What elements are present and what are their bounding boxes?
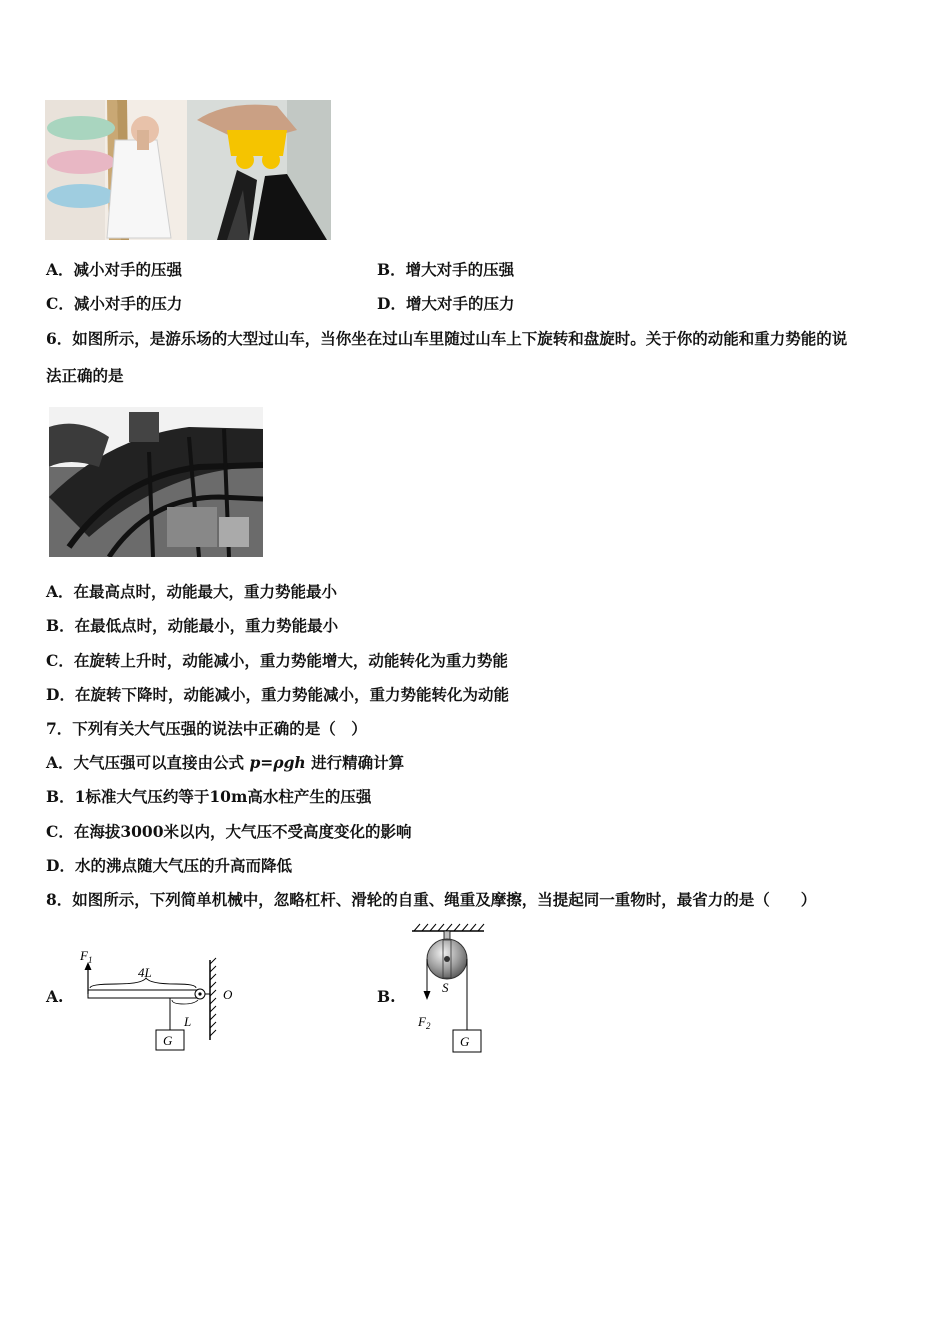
roller-coaster-photo — [49, 407, 263, 557]
q7-stem: 7．下列有关大气压强的说法中正确的是（ ） — [46, 719, 367, 738]
q5-option-d: D．增大对手的压力 — [377, 294, 515, 313]
q8-option-b-label: B. — [377, 987, 396, 1006]
pulley-force-label: $F_2$ — [418, 1014, 431, 1031]
q7-option-a — [46, 753, 404, 773]
q6-option-d: D．在旋转下降时，动能减小，重力势能减小，重力势能转化为动能 — [46, 685, 509, 704]
lever-short-arm-label: L — [184, 1014, 192, 1029]
pulley-weight-label: G — [460, 1034, 470, 1049]
bag-handle-photo-left — [45, 100, 187, 240]
q5-option-c: C．减小对手的压力 — [46, 294, 183, 313]
pulley-label: S — [442, 980, 449, 995]
pulley-diagram — [408, 920, 498, 1060]
q6-option-a: A．在最高点时，动能最大，重力势能最小 — [46, 582, 338, 601]
q8-option-a-label: A. — [46, 987, 64, 1006]
q5-option-b: B．增大对手的压强 — [377, 260, 515, 279]
q7-option-c: C．在海拔3000米以内，大气压不受高度变化的影响 — [46, 822, 412, 841]
q7-option-b: B．1标准大气压约等于10m高水柱产生的压强 — [46, 787, 372, 806]
lever-pivot-label: O — [223, 987, 233, 1002]
lever-diagram — [76, 946, 246, 1056]
q7-option-a-post: 进行精确计算 — [311, 753, 405, 772]
q6-stem-line2: 法正确的是 — [46, 366, 124, 385]
bag-handle-photo-right — [187, 100, 331, 240]
q5-option-a: A．减小对手的压强 — [46, 260, 183, 279]
q6-option-b: B．在最低点时，动能最小，重力势能最小 — [46, 616, 339, 635]
lever-weight-label: G — [163, 1033, 173, 1048]
q7-option-a-formula: p=ρgh — [249, 753, 306, 772]
q6-option-c: C．在旋转上升时，动能减小，重力势能增大，动能转化为重力势能 — [46, 651, 508, 670]
q6-stem-line1: 6．如图所示，是游乐场的大型过山车，当你坐在过山车里随过山车上下旋转和盘旋时。关于你的动能和重力势能的说 — [46, 329, 848, 348]
q7-option-d: D．水的沸点随大气压的升高而降低 — [46, 856, 292, 875]
lever-force-label: $F_1$ — [80, 948, 93, 965]
q8-stem: 8．如图所示，下列简单机械中，忽略杠杆、滑轮的自重、绳重及摩擦，当提起同一重物时，最省力的是（ ） — [46, 890, 817, 909]
lever-long-arm-label: 4L — [138, 965, 152, 980]
q7-option-a-pre: A．大气压强可以直接由公式 — [46, 753, 245, 772]
